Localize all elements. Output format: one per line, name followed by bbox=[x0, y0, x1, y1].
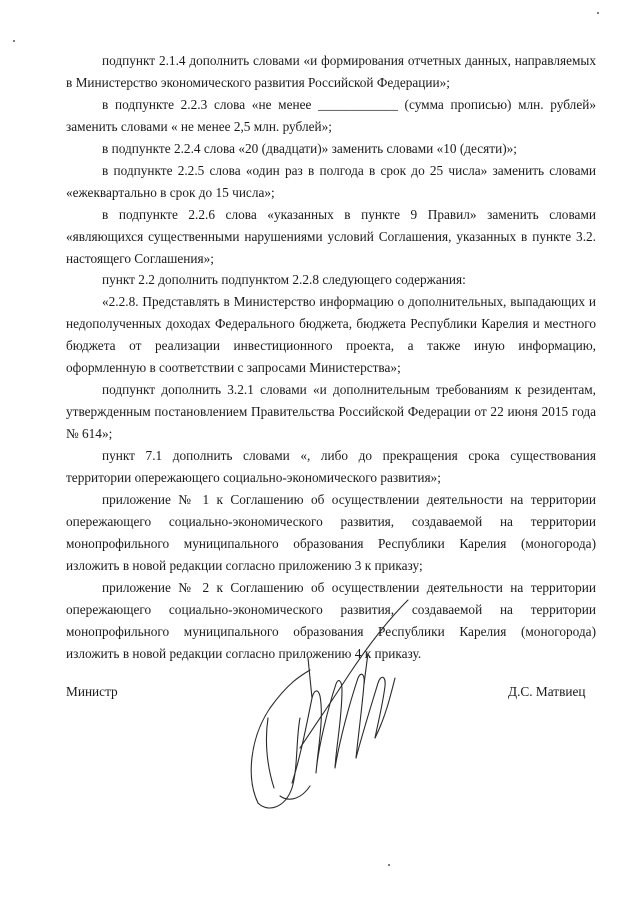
paragraph-2: в подпункте 2.2.3 слова «не менее ____________ (сумма прописью) млн. рублей» заменить словами « не менее 2,5 млн. рублей»; bbox=[66, 97, 596, 134]
paragraph-7: «2.2.8. Представлять в Министерство информацию о дополнительных, выпадающих и недополученных доходах Федерального бюджета, бюджета Республики Карелия и местного бюджета от реализации инвестиционного проекта, а также иную информацию, оформленную в соответствии с запросами Министерства»; bbox=[66, 294, 596, 375]
paragraph-9: пункт 7.1 дополнить словами «, либо до прекращения срока существования территории опережающего социально-экономического развития»; bbox=[66, 448, 596, 485]
paragraph-1: подпункт 2.1.4 дополнить словами «и формирования отчетных данных, направляемых в Министерство экономического развития Российской Федерации»; bbox=[66, 53, 596, 90]
paragraph-3: в подпункте 2.2.4 слова «20 (двадцати)» заменить словами «10 (десяти)»; bbox=[102, 141, 517, 156]
paragraph-4: в подпункте 2.2.5 слова «один раз в полгода в срок до 25 числа» заменить словами «ежеквартально в срок до 15 числа»; bbox=[66, 163, 596, 200]
handwritten-signature bbox=[240, 598, 440, 828]
paragraph-8: подпункт дополнить 3.2.1 словами «и дополнительным требованиям к резидентам, утвержденным постановлением Правительства Российской Федерации от 22 июня 2015 года № 614»; bbox=[66, 382, 596, 441]
signatory-name: Д.С. Матвиец bbox=[508, 684, 586, 699]
scan-speck bbox=[13, 40, 15, 42]
paragraph-10: приложение № 1 к Соглашению об осуществлении деятельности на территории опережающего социально-экономического развития, создаваемой на территории монопрофильного муниципального образования Республики Карелия (моногорода) изложить в новой редакции согласно приложению 3 к приказу; bbox=[66, 492, 596, 573]
scan-speck bbox=[388, 864, 390, 866]
scan-speck bbox=[597, 12, 599, 14]
paragraph-6: пункт 2.2 дополнить подпунктом 2.2.8 следующего содержания: bbox=[102, 272, 466, 287]
signatory-position: Министр bbox=[66, 684, 118, 699]
paragraph-5: в подпункте 2.2.6 слова «указанных в пункте 9 Правил» заменить словами «являющихся существенными нарушениями условий Соглашения, указанных в пункте 3.2. настоящего Соглашения»; bbox=[66, 207, 596, 266]
paragraph-11: приложение № 2 к Соглашению об осуществлении деятельности на территории опережающего социально-экономического развития, создаваемой на территории монопрофильного муниципального образования Республики Карелия (моногорода) изложить в новой редакции согласно приложению 4 к приказу. bbox=[66, 580, 596, 661]
